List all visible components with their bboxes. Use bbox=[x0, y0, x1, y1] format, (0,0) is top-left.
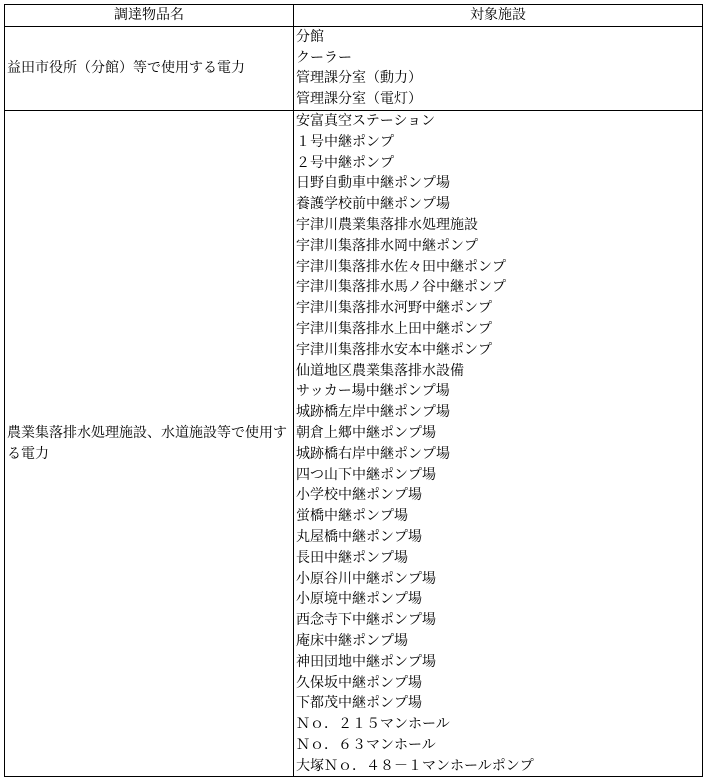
facility-item: 宇津川農業集落排水処理施設 bbox=[296, 216, 478, 233]
facility-item: 城跡橋右岸中継ポンプ場 bbox=[296, 445, 450, 462]
facility-item: １号中継ポンプ bbox=[296, 133, 394, 150]
facility-item: 西念寺下中継ポンプ場 bbox=[296, 612, 436, 629]
header-facility: 対象施設 bbox=[294, 5, 703, 27]
facility-item: 久保坂中継ポンプ場 bbox=[296, 674, 422, 691]
facility-item: 蛍橋中継ポンプ場 bbox=[296, 508, 408, 525]
facility-item: クーラー bbox=[296, 49, 352, 66]
facility-item: 四つ山下中継ポンプ場 bbox=[296, 466, 436, 483]
facility-item: 丸屋橋中継ポンプ場 bbox=[296, 528, 422, 545]
procurement-item-cell bbox=[5, 26, 294, 110]
facility-item: 安富真空ステーション bbox=[296, 112, 436, 129]
facility-item: 仙道地区農業集落排水設備 bbox=[296, 362, 464, 379]
facility-item: 長田中継ポンプ場 bbox=[296, 549, 408, 566]
facility-item: 分館 bbox=[296, 28, 324, 45]
table-row bbox=[5, 26, 703, 110]
facility-item: 宇津川集落排水安本中継ポンプ bbox=[296, 341, 492, 358]
facility-item: 庵床中継ポンプ場 bbox=[296, 632, 408, 649]
facility-item: 大塚Ｎｏ．４８－１マンホールポンプ bbox=[296, 757, 534, 774]
procurement-table bbox=[4, 4, 703, 777]
facility-item: 宇津川集落排水馬ノ谷中継ポンプ bbox=[296, 279, 506, 296]
facility-item: 城跡橋左岸中継ポンプ場 bbox=[296, 404, 450, 421]
facility-item: 宇津川集落排水河野中継ポンプ bbox=[296, 300, 492, 317]
facility-item: 宇津川集落排水岡中継ポンプ bbox=[296, 237, 478, 254]
facility-item: 下都茂中継ポンプ場 bbox=[296, 695, 422, 712]
facility-item: 小学校中継ポンプ場 bbox=[296, 487, 422, 504]
facility-item: 日野自動車中継ポンプ場 bbox=[296, 175, 450, 192]
facility-list-cell bbox=[294, 110, 703, 777]
facility-item: 宇津川集落排水佐々田中継ポンプ bbox=[296, 258, 506, 275]
facility-item: 養護学校前中継ポンプ場 bbox=[296, 196, 450, 213]
table-row bbox=[5, 110, 703, 777]
procurement-item-name: 農業集落排水処理施設、水道施設等で使用する電力 bbox=[7, 424, 287, 462]
facility-item: 神田団地中継ポンプ場 bbox=[296, 653, 436, 670]
table-body bbox=[5, 26, 703, 777]
header-item-name: 調達物品名 bbox=[5, 5, 294, 27]
facility-list-cell bbox=[294, 26, 703, 110]
facility-item: 宇津川集落排水上田中継ポンプ bbox=[296, 320, 492, 337]
facility-item: Ｎｏ．６３マンホール bbox=[296, 736, 436, 753]
header-row bbox=[5, 5, 703, 27]
facility-item: Ｎｏ．２１５マンホール bbox=[296, 716, 450, 733]
facility-item: 管理課分室（動力） bbox=[296, 70, 422, 87]
facility-item: サッカー場中継ポンプ場 bbox=[296, 383, 450, 400]
procurement-item-name: 益田市役所（分館）等で使用する電力 bbox=[7, 59, 245, 76]
facility-item: 管理課分室（電灯） bbox=[296, 91, 422, 108]
facility-item: ２号中継ポンプ bbox=[296, 154, 394, 171]
facility-item: 朝倉上郷中継ポンプ場 bbox=[296, 424, 436, 441]
facility-item: 小原境中継ポンプ場 bbox=[296, 591, 422, 608]
procurement-item-cell bbox=[5, 110, 294, 777]
facility-item: 小原谷川中継ポンプ場 bbox=[296, 570, 436, 587]
